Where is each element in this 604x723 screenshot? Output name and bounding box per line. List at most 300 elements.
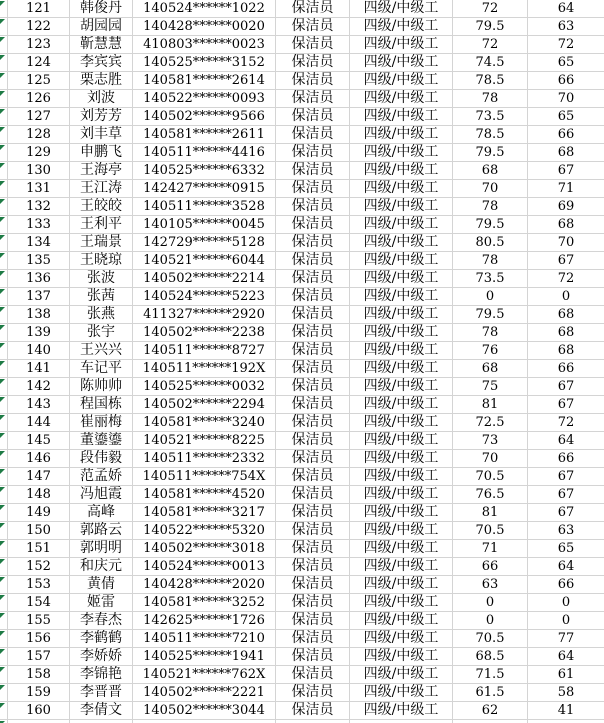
cell-level[interactable]: 四级/中级工 [350, 576, 453, 594]
error-indicator-cell[interactable] [0, 432, 8, 450]
cell-position[interactable]: 保洁员 [276, 468, 350, 486]
cell-position[interactable]: 保洁员 [276, 504, 350, 522]
cell-score2[interactable]: 69 [528, 198, 604, 216]
cell-name[interactable]: 李晋晋 [70, 684, 133, 702]
cell-name[interactable]: 刘芳芳 [70, 108, 133, 126]
cell-position[interactable]: 保洁员 [276, 108, 350, 126]
cell-id-number[interactable]: 411327******2920 [133, 306, 276, 324]
cell-row-number[interactable]: 123 [8, 36, 70, 54]
cell-position[interactable]: 保洁员 [276, 396, 350, 414]
cell-score1[interactable]: 70 [453, 180, 528, 198]
cell-name[interactable]: 崔丽梅 [70, 414, 133, 432]
error-indicator-cell[interactable] [0, 594, 8, 612]
cell-row-number[interactable]: 135 [8, 252, 70, 270]
error-indicator-cell[interactable] [0, 702, 8, 720]
cell-score2[interactable]: 0 [528, 594, 604, 612]
cell-id-number[interactable]: 140511******4416 [133, 144, 276, 162]
cell-position[interactable]: 保洁员 [276, 666, 350, 684]
cell-score2[interactable]: 41 [528, 702, 604, 720]
cell-id-number[interactable]: 140581******3252 [133, 594, 276, 612]
cell-id-number[interactable]: 140511******754X [133, 468, 276, 486]
cell-score2[interactable]: 66 [528, 126, 604, 144]
cell-level[interactable]: 四级/中级工 [350, 162, 453, 180]
cell-name[interactable]: 李宾宾 [70, 54, 133, 72]
cell-level[interactable]: 四级/中级工 [350, 396, 453, 414]
cell-level[interactable]: 四级/中级工 [350, 90, 453, 108]
cell-level[interactable]: 四级/中级工 [350, 594, 453, 612]
cell-id-number[interactable]: 140502******2221 [133, 684, 276, 702]
cell-id-number[interactable]: 140502******9566 [133, 108, 276, 126]
cell-name[interactable]: 范孟娇 [70, 468, 133, 486]
cell-id-number[interactable]: 140521******8225 [133, 432, 276, 450]
cell-row-number[interactable]: 154 [8, 594, 70, 612]
cell-position[interactable]: 保洁员 [276, 648, 350, 666]
cell-id-number[interactable]: 140428******0020 [133, 18, 276, 36]
cell-level[interactable]: 四级/中级工 [350, 108, 453, 126]
cell-row-number[interactable]: 152 [8, 558, 70, 576]
cell-score2[interactable]: 65 [528, 108, 604, 126]
cell-position[interactable]: 保洁员 [276, 558, 350, 576]
cell-score1[interactable]: 0 [453, 612, 528, 630]
cell-id-number[interactable]: 140581******3240 [133, 414, 276, 432]
cell-score1[interactable]: 62 [453, 702, 528, 720]
cell-row-number[interactable]: 138 [8, 306, 70, 324]
cell-score2[interactable]: 66 [528, 450, 604, 468]
cell-level[interactable]: 四级/中级工 [350, 72, 453, 90]
cell-score2[interactable]: 61 [528, 666, 604, 684]
error-indicator-cell[interactable] [0, 522, 8, 540]
error-indicator-cell[interactable] [0, 360, 8, 378]
cell-position[interactable]: 保洁员 [276, 126, 350, 144]
cell-position[interactable]: 保洁员 [276, 180, 350, 198]
cell-level[interactable]: 四级/中级工 [350, 198, 453, 216]
cell-position[interactable]: 保洁员 [276, 360, 350, 378]
cell-position[interactable]: 保洁员 [276, 522, 350, 540]
cell-position[interactable]: 保洁员 [276, 684, 350, 702]
cell-name[interactable]: 李春杰 [70, 612, 133, 630]
cell-level[interactable]: 四级/中级工 [350, 504, 453, 522]
error-indicator-cell[interactable] [0, 126, 8, 144]
cell-row-number[interactable]: 139 [8, 324, 70, 342]
cell-id-number[interactable]: 140524******0013 [133, 558, 276, 576]
cell-id-number[interactable]: 142625******1726 [133, 612, 276, 630]
cell-position[interactable]: 保洁员 [276, 486, 350, 504]
cell-id-number[interactable]: 142427******0915 [133, 180, 276, 198]
cell-name[interactable]: 李锦艳 [70, 666, 133, 684]
error-indicator-cell[interactable] [0, 504, 8, 522]
cell-score2[interactable]: 72 [528, 36, 604, 54]
cell-level[interactable]: 四级/中级工 [350, 468, 453, 486]
cell-score2[interactable]: 72 [528, 414, 604, 432]
cell-name[interactable]: 王皎皎 [70, 198, 133, 216]
error-indicator-cell[interactable] [0, 306, 8, 324]
cell-score1[interactable]: 81 [453, 504, 528, 522]
cell-level[interactable]: 四级/中级工 [350, 378, 453, 396]
cell-score1[interactable]: 70.5 [453, 468, 528, 486]
error-indicator-cell[interactable] [0, 612, 8, 630]
cell-name[interactable]: 刘波 [70, 90, 133, 108]
cell-score2[interactable]: 67 [528, 396, 604, 414]
cell-score1[interactable]: 66 [453, 558, 528, 576]
cell-name[interactable]: 李倩文 [70, 702, 133, 720]
cell-id-number[interactable]: 140511******8727 [133, 342, 276, 360]
cell-score2[interactable]: 67 [528, 162, 604, 180]
cell-position[interactable]: 保洁员 [276, 576, 350, 594]
cell-name[interactable]: 韩俊丹 [70, 0, 133, 18]
cell-id-number[interactable]: 140511******192X [133, 360, 276, 378]
cell-score1[interactable]: 78.5 [453, 72, 528, 90]
cell-row-number[interactable]: 137 [8, 288, 70, 306]
cell-level[interactable]: 四级/中级工 [350, 54, 453, 72]
cell-level[interactable]: 四级/中级工 [350, 414, 453, 432]
cell-name[interactable]: 张宇 [70, 324, 133, 342]
cell-level[interactable]: 四级/中级工 [350, 666, 453, 684]
cell-name[interactable]: 车记平 [70, 360, 133, 378]
cell-name[interactable]: 李鹤鹤 [70, 630, 133, 648]
cell-row-number[interactable]: 149 [8, 504, 70, 522]
error-indicator-cell[interactable] [0, 198, 8, 216]
cell-row-number[interactable]: 132 [8, 198, 70, 216]
cell-level[interactable]: 四级/中级工 [350, 450, 453, 468]
cell-id-number[interactable]: 140522******0093 [133, 90, 276, 108]
cell-position[interactable]: 保洁员 [276, 702, 350, 720]
cell-score2[interactable]: 72 [528, 270, 604, 288]
cell-position[interactable]: 保洁员 [276, 630, 350, 648]
cell-position[interactable]: 保洁员 [276, 18, 350, 36]
cell-score1[interactable]: 70 [453, 450, 528, 468]
cell-score2[interactable]: 68 [528, 216, 604, 234]
cell-score2[interactable]: 67 [528, 504, 604, 522]
cell-score2[interactable]: 64 [528, 558, 604, 576]
error-indicator-cell[interactable] [0, 378, 8, 396]
cell-id-number[interactable]: 140428******2020 [133, 576, 276, 594]
cell-name[interactable]: 郭明明 [70, 540, 133, 558]
cell-position[interactable]: 保洁员 [276, 432, 350, 450]
cell-row-number[interactable]: 147 [8, 468, 70, 486]
cell-name[interactable]: 刘丰草 [70, 126, 133, 144]
error-indicator-cell[interactable] [0, 288, 8, 306]
cell-row-number[interactable]: 133 [8, 216, 70, 234]
cell-id-number[interactable]: 140521******6044 [133, 252, 276, 270]
cell-score1[interactable]: 78 [453, 198, 528, 216]
cell-level[interactable]: 四级/中级工 [350, 126, 453, 144]
cell-score2[interactable]: 67 [528, 252, 604, 270]
error-indicator-cell[interactable] [0, 558, 8, 576]
error-indicator-cell[interactable] [0, 486, 8, 504]
error-indicator-cell[interactable] [0, 90, 8, 108]
cell-id-number[interactable]: 140511******7210 [133, 630, 276, 648]
cell-name[interactable]: 董鎏鎏 [70, 432, 133, 450]
cell-row-number[interactable]: 125 [8, 72, 70, 90]
cell-score1[interactable]: 79.5 [453, 18, 528, 36]
cell-position[interactable]: 保洁员 [276, 234, 350, 252]
cell-level[interactable]: 四级/中级工 [350, 270, 453, 288]
cell-level[interactable]: 四级/中级工 [350, 522, 453, 540]
cell-row-number[interactable]: 143 [8, 396, 70, 414]
cell-level[interactable]: 四级/中级工 [350, 702, 453, 720]
cell-score1[interactable]: 81 [453, 396, 528, 414]
cell-score2[interactable]: 63 [528, 18, 604, 36]
cell-row-number[interactable]: 158 [8, 666, 70, 684]
cell-row-number[interactable]: 127 [8, 108, 70, 126]
error-indicator-cell[interactable] [0, 216, 8, 234]
cell-row-number[interactable]: 159 [8, 684, 70, 702]
cell-position[interactable]: 保洁员 [276, 90, 350, 108]
cell-score2[interactable]: 70 [528, 90, 604, 108]
cell-position[interactable]: 保洁员 [276, 252, 350, 270]
cell-level[interactable]: 四级/中级工 [350, 342, 453, 360]
cell-row-number[interactable]: 157 [8, 648, 70, 666]
error-indicator-cell[interactable] [0, 576, 8, 594]
error-indicator-cell[interactable] [0, 396, 8, 414]
cell-score1[interactable]: 74.5 [453, 54, 528, 72]
error-indicator-cell[interactable] [0, 630, 8, 648]
cell-position[interactable]: 保洁员 [276, 144, 350, 162]
cell-id-number[interactable]: 140524******1022 [133, 0, 276, 18]
error-indicator-cell[interactable] [0, 0, 8, 18]
cell-name[interactable]: 王江涛 [70, 180, 133, 198]
cell-score2[interactable]: 64 [528, 0, 604, 18]
cell-position[interactable]: 保洁员 [276, 54, 350, 72]
cell-score2[interactable]: 67 [528, 468, 604, 486]
cell-score1[interactable]: 71 [453, 540, 528, 558]
cell-score1[interactable]: 0 [453, 594, 528, 612]
error-indicator-cell[interactable] [0, 540, 8, 558]
cell-score1[interactable]: 68.5 [453, 648, 528, 666]
cell-level[interactable]: 四级/中级工 [350, 18, 453, 36]
error-indicator-cell[interactable] [0, 468, 8, 486]
cell-name[interactable]: 靳慧慧 [70, 36, 133, 54]
cell-id-number[interactable]: 140525******6332 [133, 162, 276, 180]
cell-score1[interactable]: 0 [453, 288, 528, 306]
cell-name[interactable]: 王晓琼 [70, 252, 133, 270]
cell-id-number[interactable]: 140581******2614 [133, 72, 276, 90]
cell-score1[interactable]: 80.5 [453, 234, 528, 252]
cell-name[interactable]: 栗志胜 [70, 72, 133, 90]
cell-level[interactable]: 四级/中级工 [350, 540, 453, 558]
cell-score1[interactable]: 73.5 [453, 108, 528, 126]
cell-row-number[interactable]: 130 [8, 162, 70, 180]
cell-level[interactable]: 四级/中级工 [350, 684, 453, 702]
cell-score1[interactable]: 79.5 [453, 144, 528, 162]
cell-position[interactable]: 保洁员 [276, 540, 350, 558]
cell-row-number[interactable]: 124 [8, 54, 70, 72]
cell-position[interactable]: 保洁员 [276, 198, 350, 216]
cell-name[interactable]: 王兴兴 [70, 342, 133, 360]
error-indicator-cell[interactable] [0, 180, 8, 198]
cell-score1[interactable]: 75 [453, 378, 528, 396]
cell-score1[interactable]: 78.5 [453, 126, 528, 144]
cell-name[interactable]: 王瑞景 [70, 234, 133, 252]
cell-position[interactable]: 保洁员 [276, 0, 350, 18]
cell-score1[interactable]: 72 [453, 36, 528, 54]
cell-level[interactable]: 四级/中级工 [350, 612, 453, 630]
cell-level[interactable]: 四级/中级工 [350, 648, 453, 666]
cell-score2[interactable]: 66 [528, 72, 604, 90]
cell-score1[interactable]: 78 [453, 324, 528, 342]
cell-name[interactable]: 程国栋 [70, 396, 133, 414]
cell-name[interactable]: 张波 [70, 270, 133, 288]
cell-row-number[interactable]: 142 [8, 378, 70, 396]
cell-name[interactable]: 冯旭霞 [70, 486, 133, 504]
error-indicator-cell[interactable] [0, 252, 8, 270]
cell-position[interactable]: 保洁员 [276, 342, 350, 360]
error-indicator-cell[interactable] [0, 324, 8, 342]
cell-row-number[interactable]: 145 [8, 432, 70, 450]
cell-score1[interactable]: 76 [453, 342, 528, 360]
cell-score2[interactable]: 77 [528, 630, 604, 648]
cell-level[interactable]: 四级/中级工 [350, 630, 453, 648]
cell-level[interactable]: 四级/中级工 [350, 0, 453, 18]
cell-score2[interactable]: 0 [528, 612, 604, 630]
cell-score1[interactable]: 73.5 [453, 270, 528, 288]
cell-score2[interactable]: 71 [528, 180, 604, 198]
cell-position[interactable]: 保洁员 [276, 450, 350, 468]
error-indicator-cell[interactable] [0, 36, 8, 54]
error-indicator-cell[interactable] [0, 450, 8, 468]
cell-score1[interactable]: 79.5 [453, 216, 528, 234]
cell-score2[interactable]: 58 [528, 684, 604, 702]
cell-level[interactable]: 四级/中级工 [350, 558, 453, 576]
cell-name[interactable]: 胡园园 [70, 18, 133, 36]
cell-position[interactable]: 保洁员 [276, 612, 350, 630]
cell-row-number[interactable]: 131 [8, 180, 70, 198]
cell-row-number[interactable]: 155 [8, 612, 70, 630]
error-indicator-cell[interactable] [0, 234, 8, 252]
cell-name[interactable]: 姬雷 [70, 594, 133, 612]
cell-row-number[interactable]: 121 [8, 0, 70, 18]
cell-score1[interactable]: 70.5 [453, 522, 528, 540]
cell-name[interactable]: 郭路云 [70, 522, 133, 540]
error-indicator-cell[interactable] [0, 54, 8, 72]
cell-position[interactable]: 保洁员 [276, 594, 350, 612]
cell-row-number[interactable]: 136 [8, 270, 70, 288]
cell-score2[interactable]: 67 [528, 486, 604, 504]
cell-id-number[interactable]: 140502******3044 [133, 702, 276, 720]
cell-id-number[interactable]: 140525******0032 [133, 378, 276, 396]
cell-position[interactable]: 保洁员 [276, 216, 350, 234]
cell-row-number[interactable]: 122 [8, 18, 70, 36]
cell-id-number[interactable]: 140105******0045 [133, 216, 276, 234]
cell-row-number[interactable]: 150 [8, 522, 70, 540]
cell-name[interactable]: 李娇娇 [70, 648, 133, 666]
cell-score2[interactable]: 68 [528, 144, 604, 162]
cell-row-number[interactable]: 128 [8, 126, 70, 144]
cell-row-number[interactable]: 140 [8, 342, 70, 360]
cell-row-number[interactable]: 129 [8, 144, 70, 162]
cell-id-number[interactable]: 142729******5128 [133, 234, 276, 252]
cell-score1[interactable]: 72 [453, 0, 528, 18]
cell-id-number[interactable]: 140524******5223 [133, 288, 276, 306]
cell-score1[interactable]: 68 [453, 162, 528, 180]
cell-id-number[interactable]: 140521******762X [133, 666, 276, 684]
cell-row-number[interactable]: 144 [8, 414, 70, 432]
cell-position[interactable]: 保洁员 [276, 306, 350, 324]
error-indicator-cell[interactable] [0, 270, 8, 288]
cell-score1[interactable]: 68 [453, 360, 528, 378]
cell-level[interactable]: 四级/中级工 [350, 252, 453, 270]
cell-id-number[interactable]: 140525******1941 [133, 648, 276, 666]
cell-id-number[interactable]: 140581******4520 [133, 486, 276, 504]
cell-name[interactable]: 段伟毅 [70, 450, 133, 468]
cell-score2[interactable]: 0 [528, 288, 604, 306]
error-indicator-cell[interactable] [0, 144, 8, 162]
cell-score2[interactable]: 66 [528, 360, 604, 378]
cell-score2[interactable]: 65 [528, 54, 604, 72]
cell-name[interactable]: 高峰 [70, 504, 133, 522]
cell-row-number[interactable]: 126 [8, 90, 70, 108]
cell-position[interactable]: 保洁员 [276, 378, 350, 396]
cell-name[interactable]: 张燕 [70, 306, 133, 324]
cell-row-number[interactable]: 146 [8, 450, 70, 468]
cell-score1[interactable]: 73 [453, 432, 528, 450]
cell-name[interactable]: 黄倩 [70, 576, 133, 594]
cell-id-number[interactable]: 140502******3018 [133, 540, 276, 558]
cell-position[interactable]: 保洁员 [276, 324, 350, 342]
cell-position[interactable]: 保洁员 [276, 36, 350, 54]
cell-row-number[interactable]: 160 [8, 702, 70, 720]
cell-id-number[interactable]: 140511******3528 [133, 198, 276, 216]
cell-level[interactable]: 四级/中级工 [350, 360, 453, 378]
cell-name[interactable]: 和庆元 [70, 558, 133, 576]
error-indicator-cell[interactable] [0, 684, 8, 702]
cell-position[interactable]: 保洁员 [276, 162, 350, 180]
cell-score2[interactable]: 63 [528, 522, 604, 540]
cell-score1[interactable]: 71.5 [453, 666, 528, 684]
cell-row-number[interactable]: 141 [8, 360, 70, 378]
cell-id-number[interactable]: 140502******2214 [133, 270, 276, 288]
cell-row-number[interactable]: 156 [8, 630, 70, 648]
cell-level[interactable]: 四级/中级工 [350, 180, 453, 198]
cell-score2[interactable]: 66 [528, 576, 604, 594]
error-indicator-cell[interactable] [0, 108, 8, 126]
cell-score2[interactable]: 67 [528, 378, 604, 396]
cell-id-number[interactable]: 140502******2238 [133, 324, 276, 342]
cell-level[interactable]: 四级/中级工 [350, 432, 453, 450]
error-indicator-cell[interactable] [0, 18, 8, 36]
cell-id-number[interactable]: 140581******2611 [133, 126, 276, 144]
cell-score1[interactable]: 76.5 [453, 486, 528, 504]
cell-score2[interactable]: 68 [528, 324, 604, 342]
cell-id-number[interactable]: 140581******3217 [133, 504, 276, 522]
cell-level[interactable]: 四级/中级工 [350, 234, 453, 252]
error-indicator-cell[interactable] [0, 648, 8, 666]
cell-level[interactable]: 四级/中级工 [350, 486, 453, 504]
cell-id-number[interactable]: 140502******2294 [133, 396, 276, 414]
error-indicator-cell[interactable] [0, 162, 8, 180]
cell-score2[interactable]: 70 [528, 234, 604, 252]
cell-score1[interactable]: 72.5 [453, 414, 528, 432]
cell-score2[interactable]: 64 [528, 648, 604, 666]
cell-name[interactable]: 张茜 [70, 288, 133, 306]
cell-score1[interactable]: 70.5 [453, 630, 528, 648]
cell-score2[interactable]: 68 [528, 342, 604, 360]
cell-score2[interactable]: 65 [528, 540, 604, 558]
cell-score1[interactable]: 61.5 [453, 684, 528, 702]
cell-id-number[interactable]: 410803******0023 [133, 36, 276, 54]
error-indicator-cell[interactable] [0, 666, 8, 684]
cell-level[interactable]: 四级/中级工 [350, 288, 453, 306]
cell-position[interactable]: 保洁员 [276, 72, 350, 90]
cell-level[interactable]: 四级/中级工 [350, 216, 453, 234]
cell-id-number[interactable]: 140525******3152 [133, 54, 276, 72]
error-indicator-cell[interactable] [0, 342, 8, 360]
error-indicator-cell[interactable] [0, 72, 8, 90]
cell-level[interactable]: 四级/中级工 [350, 144, 453, 162]
cell-position[interactable]: 保洁员 [276, 414, 350, 432]
cell-level[interactable]: 四级/中级工 [350, 324, 453, 342]
cell-row-number[interactable]: 134 [8, 234, 70, 252]
